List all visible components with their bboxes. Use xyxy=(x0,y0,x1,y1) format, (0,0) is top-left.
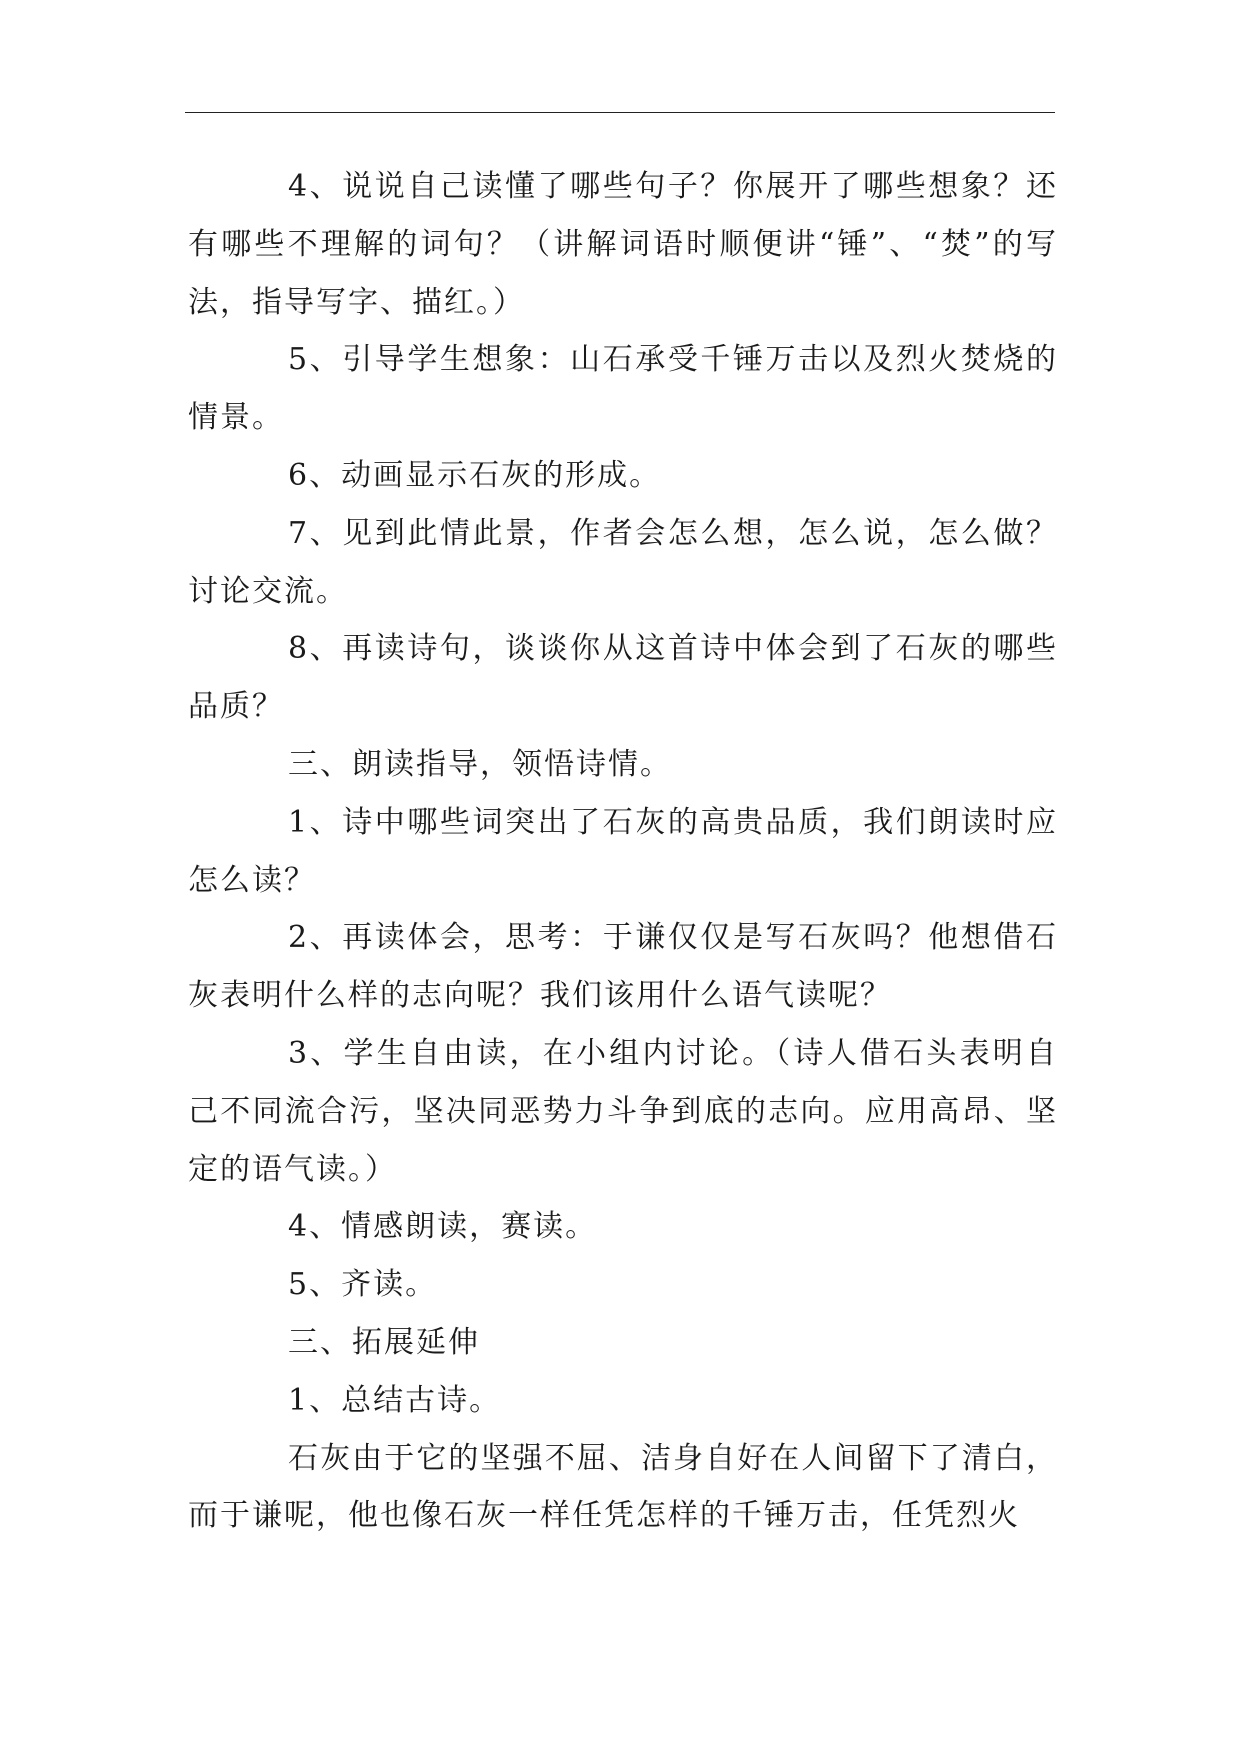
paragraph-conclusion: 石灰由于它的坚强不屈、洁身自好在人间留下了清白，而于谦呢，他也像石灰一样任凭怎样的千锤万击，任凭烈火 xyxy=(188,1440,1058,1534)
paragraph-8-qualities: 8、再读诗句，谈谈你从这首诗中体会到了石灰的哪些品质？ xyxy=(188,631,1058,725)
section-heading-reading-guidance: 三、朗读指导，领悟诗情。 xyxy=(288,746,672,782)
paragraph-2-reflection: 2、再读体会，思考：于谦仅仅是写石灰吗？他想借石灰表明什么样的志向呢？我们该用什么语气读呢？ xyxy=(188,920,1058,1014)
section-heading-extension: 三、拓展延伸 xyxy=(288,1324,480,1360)
paragraph-7-discussion: 7、见到此情此景，作者会怎么想，怎么说，怎么做？讨论交流。 xyxy=(188,515,1058,609)
paragraph-4-understood-sentences: 4、说说自己读懂了哪些句子？你展开了哪些想象？还有哪些不理解的词句？（讲解词语时顺便讲“锤”、“焚”的写法，指导写字、描红。） xyxy=(188,169,1058,320)
paragraph-6-animation: 6、动画显示石灰的形成。 xyxy=(288,457,662,493)
header-rule xyxy=(185,112,1055,113)
paragraph-1-key-words: 1、诗中哪些词突出了石灰的高贵品质，我们朗读时应怎么读？ xyxy=(188,804,1058,898)
paragraph-5-imagine-scene: 5、引导学生想象：山石承受千锤万击以及烈火焚烧的情景。 xyxy=(188,342,1058,436)
paragraph-4-emotional-reading: 4、情感朗读，赛读。 xyxy=(288,1209,598,1245)
paragraph-1-summary: 1、总结古诗。 xyxy=(288,1382,502,1418)
paragraph-3-group-discussion: 3、学生自由读，在小组内讨论。（诗人借石头表明自己不同流合污，坚决同恶势力斗争到底的志向。应用高昂、坚定的语气读。） xyxy=(188,1035,1058,1187)
document-body xyxy=(188,158,1058,1545)
paragraph-5-read-together: 5、齐读。 xyxy=(288,1267,438,1303)
